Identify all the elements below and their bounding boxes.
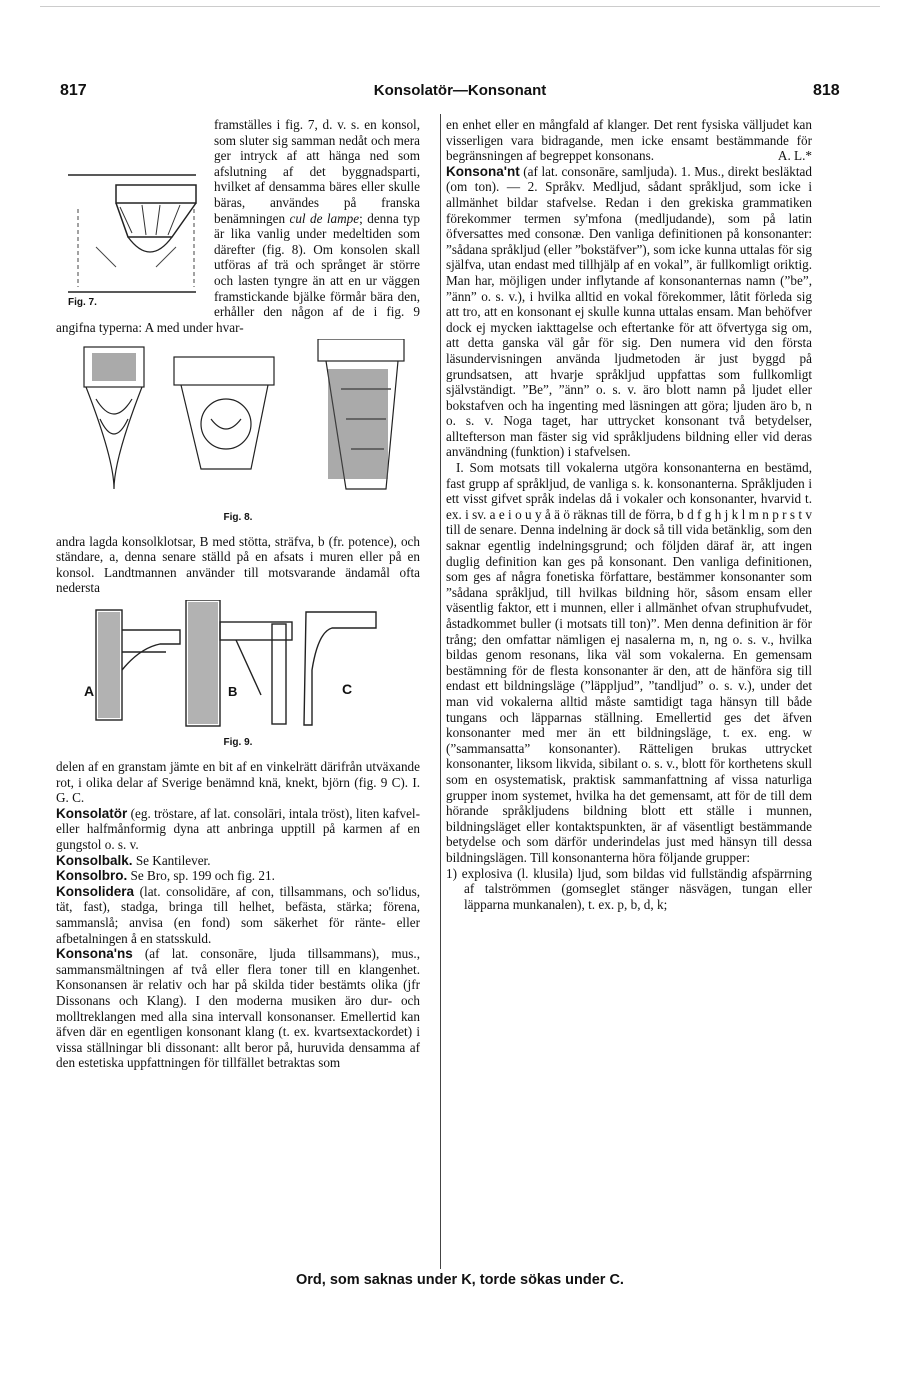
wooden-brackets-drawing-icon xyxy=(56,600,420,730)
fig-7-caption: Fig. 7. xyxy=(68,297,97,307)
paragraph-section-one: I. Som motsats till vokalerna utgöra konsonanterna en bestämd, fast grupp af språkljud, de vanliga s. k. konsonanterna. Språkljuden i ett visst gifvet språk indelas då i vokaler och konsonanter, hvarvid t. ex. i sv. a e i o u y å ä ö räknas till de förra, b d f g h j k l m n p r s t v till de senare. Denna indelning är dock så till vida betänklig, som den saknar egentlig indelningsgrund; och följden däraf är, att ingen duglig definition kan ges på konsonant. Den vanliga definitionen, som ges af några fonetiska författare, bestämmer konsonanter som ”sådana språkljud, till hvilkas bildning hör, såsom ensam eller väsentlig faktor, ett i munnen, eller i allmänhet ofvan struphufvudet, åstadkommet buller (i motsats till ton)”. Men denna definition är för trång; den omfattar nämligen ej nasalerna m, n, ng o. s. v., hvilka bildas genom resonans, lika väl som vokalerna. En gemensam bestämning för de flesta konsonanter är den, att de hänföra sig till endast ett bildningsläge (”läppljud”, ”tandljud” o. s. v.), under det man vid vokalerna alltid måste samtidigt taga hänsyn till både tungans och läpparnas ställning. Emellertid ges det äfven konsonanter med mer än ett bildningsläge, t. ex. eng. w (”sammansatta” konsonanter). Rätteligen brukas uttrycket konsonanter, liksom likvida, sibilant o. s. v., blott för korthetens skull som en osystematisk, praktisk sammanfattning af vissa naturliga grupper inom systemet, hvilka ha det gemensamt, att för de till dem hörande språkljudens bildning blott ett ställe i munnen, bildningsläget eller kontaktspunkten, är af väsentligt bestämmande betydelse och som därför underindelas just med hänsyn till dessa bildningslägen. Till konsonanterna höra följande grupper: xyxy=(446,460,812,865)
footer-note: Ord, som saknas under K, torde sökas under C. xyxy=(296,1272,624,1288)
running-header xyxy=(0,82,920,106)
headword: Konsolbro. xyxy=(56,868,128,884)
entry-konsolidera: Konsolidera (lat. consolidāre, af con, tillsammans, och so'lidus, tät, fast), stadga, bringa till helhet, befästa, stärka; förena, sammanslå; anvisa (en fond) som säkerhet för ränte- eller afbetalningen å en statsskuld. xyxy=(56,883,420,946)
headword: Konsolbalk. xyxy=(56,852,133,868)
label-c: C xyxy=(342,680,353,697)
entry-konsonans: Konsona'ns (af lat. consonāre, ljuda tillsammans), mus., sammansmältningen af två eller flera toner till en klangenhet. Konsonansen är relativ och har på skilda tider bestämts olika (jfr Dissonans och Klang). I den moderna musiken äro dur- och molltreklangen med alla sina intervall konsonanser. Emellertid kan äfven där en egentligen konsonant klang (t. ex. kvartsextackordet) i vissa ställningar bli dissonant: allt beror på, huruvida densamma af den estetiska uppfattningen för tillfället betraktas som xyxy=(56,946,420,1071)
ornate-corbels-drawing-icon xyxy=(56,339,420,504)
headword: Konsolatör xyxy=(56,805,128,821)
figure-9 xyxy=(56,600,420,751)
page-number-right: 818 xyxy=(813,82,840,99)
fig-9-caption: Fig. 9. xyxy=(223,737,253,749)
entry-konsonant: Konsona'nt (af lat. consonāre, samljuda). 1. Mus., direkt besläktad (om ton). — 2. Språkv. Medljud, sådant språkljud, som icke i allmänhet bildar stafvelse. Redan i den grekiska grammatiken förekommer termen sy'mfona (medljudande), som på latin öfversattes med consonæ. Den vanliga definitionen på konsonanter: ”sådana språkljud (eller ”bokstäfver”), som icke kunna uttalas för sig själfva, utan endast med tillhjälp af en vokal”, är fullkomligt oriktig. Man har, möjligen under inflytande af konsonanternas namn (”be”, ”änn” o. s. v.), i hvilka alltid en vokal förekommer, låtit förleda sig att tro, att en konsonant ej skulle kunna uttalas ensam. Man behöfver dock ej mycken iakttagelse och eftertanke för att öfvertyga sig om, att detta ganska väl går för sig. Den numera vid den första läsundervisningen använda ljudmetoden är just byggd på grundsatsen, att hvarje språkljud uppfattas som fullkomligt självständigt. ”Be”, ”änn” o. s. v. äro blott namn på ljudet eller bokstafven och ha ingenting med läsningen att göra; ljuden äro b, n o. s. v. Noga taget, har uttrycket konsonant två betydelser, alltefterson man fäster sig vid språkljudens bildning eller vid deras användning (funktion) i stafvelsen. xyxy=(446,163,812,460)
headword: Konsona'ns xyxy=(56,946,133,962)
figure-7 xyxy=(56,117,206,307)
fig-8-caption: Fig. 8. xyxy=(223,511,253,523)
paragraph-wood-consoles: andra lagda konsolklotsar, B med stötta, sträfva, b (fr. potence), och ständare, a, denna senare ställd på en afsats i muren eller på en konsol. Landtmannen använder till motsvarande ändamål ofta nedersta xyxy=(56,533,420,596)
entry-konsolator: Konsolatör (eg. tröstare, af lat. consolāri, intala tröst), liten kafvel- eller halfmånformig dyna att anbringa upptill på karmen af en gungstol o. s. v. xyxy=(56,805,420,853)
entry-konsolbro: Konsolbro. Se Bro, sp. 199 och fig. 21. xyxy=(56,868,275,884)
figure-8 xyxy=(56,339,420,525)
signature: A. L.* xyxy=(777,148,812,164)
signature: I. G. C. xyxy=(56,774,421,806)
paragraph-consol-description: Fig. 7. framställes i fig. 7, d. v. s. en konsol, som sluter sig samman nedåt och mera ger intryck af att hänga ned som afslutning af det byggnadsparti, hvilket af densamma bäres eller skulle bäras, användes på franska benämningen cul de lampe; denna typ är lika vanlig under medeltiden som därefter (fig. 8). Om konsolen skall utföras af trä och språnget är större och lasten tyngre än att en ur väggen framstickande bjälke förmår bära den, erhåller den någon af de i fig. 9 angifna typerna: A med under hvar- xyxy=(56,117,420,335)
label-b: B xyxy=(228,683,238,699)
headword: Konsona'nt xyxy=(446,163,520,179)
paragraph-granstam: delen af en granstam jämte en bit af en vinkelrätt därifrån utväxande rot, i olika delar af Sverige benämnd knä, knekt, björn (fig. 9 C). I. G. C. xyxy=(56,759,421,806)
italic-term: cul de lampe xyxy=(289,210,360,226)
top-edge-line xyxy=(40,6,880,7)
left-column xyxy=(56,117,420,1071)
corbel-drawing-icon xyxy=(56,117,206,307)
page-title: Konsolatör—Konsonant xyxy=(373,82,547,99)
list-item-explosiva: 1) explosiva (l. klusila) ljud, som bildas vid fullständig afspärrning af talströmmen (gomseglet stänger näsvägen, tungan eller läpparna munkanalen), t. ex. p, b, d, k; xyxy=(446,865,812,912)
paragraph-continuation: en enhet eller en mångfald af klanger. Det rent fysiska välljudet kan visserligen vara bidragande, men icke ensamt bestämmande för begränsningen af begreppet konsonans. A. L.* xyxy=(446,117,812,164)
column-divider xyxy=(440,114,441,1269)
label-a: A xyxy=(84,682,95,699)
right-column xyxy=(446,117,812,912)
headword: Konsolidera xyxy=(56,883,135,899)
page-number-left: 817 xyxy=(60,82,87,99)
entry-konsolbalk: Konsolbalk. Se Kantilever. xyxy=(56,852,211,868)
